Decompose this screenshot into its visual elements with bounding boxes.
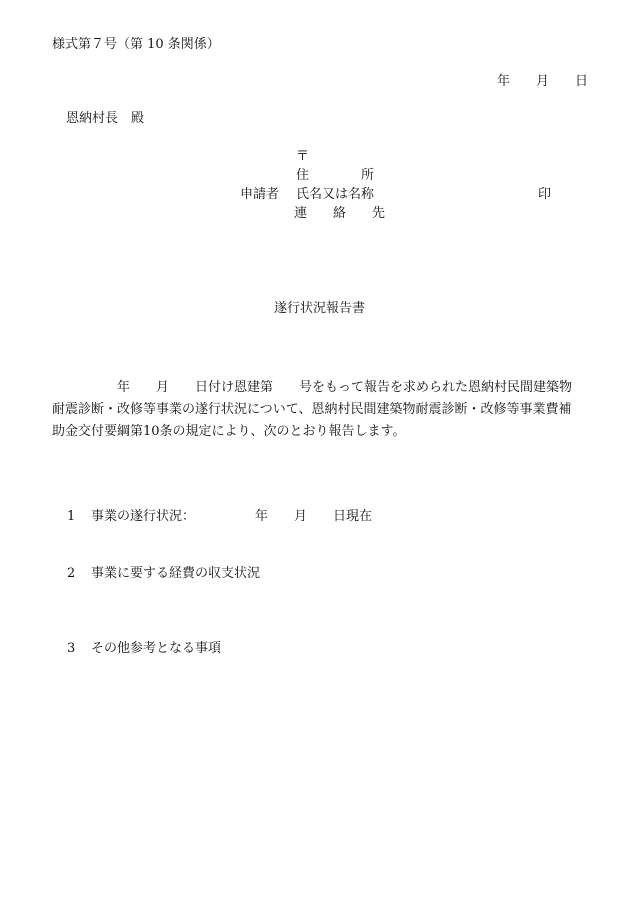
item-label: 事業の遂行状況：: [91, 509, 196, 524]
contact-label: 連 絡 先: [294, 206, 386, 221]
body-line: 助金交付要綱第10条の規定により、次のとおり報告します。: [52, 424, 406, 439]
applicant-role-label: 申請者: [240, 187, 280, 202]
name-label: 氏名又は名称: [296, 187, 375, 202]
address-label: 住 所: [296, 168, 375, 183]
body-paragraph: [52, 377, 600, 443]
form-number: 様式第７号（第 10 条関係）: [52, 37, 220, 52]
date-line: 年 月 日: [497, 74, 589, 89]
item-number: 1: [67, 509, 76, 524]
addressee: 恩納村長 殿: [66, 111, 145, 126]
document-title: 遂行状況報告書: [274, 301, 366, 316]
item-number: 3: [67, 641, 76, 656]
body-line: 耐震診断・改修等事業の遂行状況について、恩納村民間建築物耐震診断・改修等事業費補: [52, 402, 572, 417]
item-label: 事業に要する経費の収支状況: [91, 566, 261, 581]
postal-mark: 〒: [296, 149, 310, 164]
seal-mark: 印: [538, 187, 552, 202]
item-detail: 年 月 日現在: [255, 509, 373, 524]
item-label: その他参考となる事項: [91, 641, 222, 656]
item-number: 2: [67, 566, 76, 581]
body-line: 年 月 日付け恩建第 号をもって報告を求められた恩納村民間建築物: [52, 380, 573, 395]
